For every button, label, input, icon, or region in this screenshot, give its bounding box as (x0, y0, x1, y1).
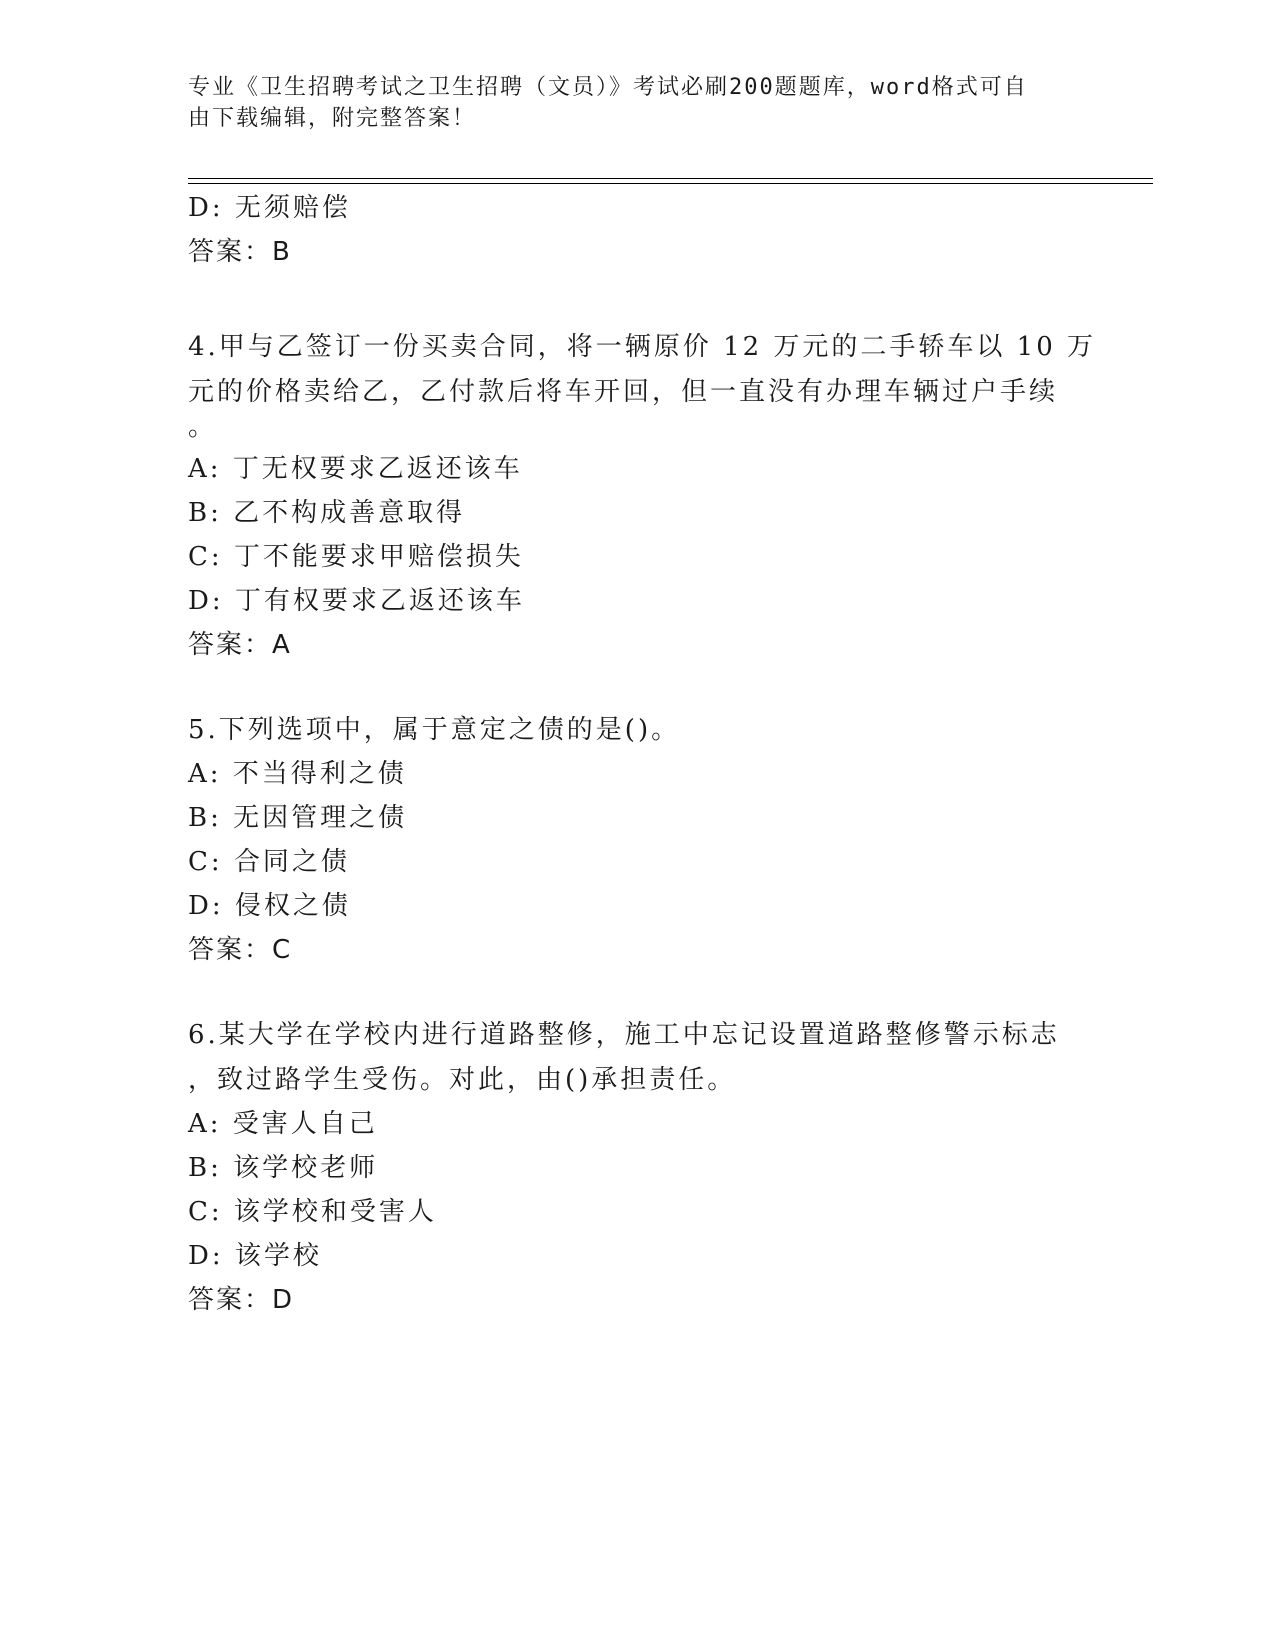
q4-answer: 答案：A (188, 630, 292, 660)
q5-option-a: A: 不当得利之债 (188, 759, 407, 789)
header-line-2: 由下载编辑，附完整答案！ (188, 106, 477, 131)
q4-option-d: D: 丁有权要求乙返还该车 (188, 586, 525, 616)
header-divider-bottom (188, 183, 1153, 184)
header-divider-top (188, 178, 1153, 179)
q5-stem-line-1: 5.下列选项中，属于意定之债的是()。 (188, 715, 681, 745)
q6-option-c: C: 该学校和受害人 (188, 1197, 437, 1227)
q3-answer: 答案：B (188, 237, 292, 267)
q5-answer: 答案：C (188, 935, 293, 965)
q5-option-b: B: 无因管理之债 (188, 803, 408, 833)
header-line-1: 专业《卫生招聘考试之卫生招聘（文员）》考试必刷200题题库，word格式可自 (188, 75, 1028, 100)
q6-option-b: B: 该学校老师 (188, 1153, 379, 1183)
q4-stem-line-2: 元的价格卖给乙，乙付款后将车开回，但一直没有办理车辆过户手续 (188, 377, 1059, 407)
q4-option-a: A: 丁无权要求乙返还该车 (188, 454, 523, 484)
q3-option-d: D: 无须赔偿 (188, 193, 351, 223)
q6-option-d: D: 该学校 (188, 1241, 322, 1271)
q6-stem-line-2: ，致过路学生受伤。对此，由()承担责任。 (188, 1065, 737, 1095)
q6-answer: 答案：D (188, 1285, 295, 1315)
document-header (188, 72, 1068, 134)
q4-option-c: C: 丁不能要求甲赔偿损失 (188, 542, 524, 572)
q4-stem-line-1: 4.甲与乙签订一份买卖合同，将一辆原价 12 万元的二手轿车以 10 万 (188, 332, 1097, 362)
q5-option-d: D: 侵权之债 (188, 891, 351, 921)
q6-stem-line-1: 6.某大学在学校内进行道路整修，施工中忘记设置道路整修警示标志 (188, 1020, 1060, 1050)
q5-option-c: C: 合同之债 (188, 847, 350, 877)
q4-option-b: B: 乙不构成善意取得 (188, 498, 466, 528)
q6-option-a: A: 受害人自己 (188, 1109, 378, 1139)
q4-stem-line-3: 。 (188, 412, 218, 442)
